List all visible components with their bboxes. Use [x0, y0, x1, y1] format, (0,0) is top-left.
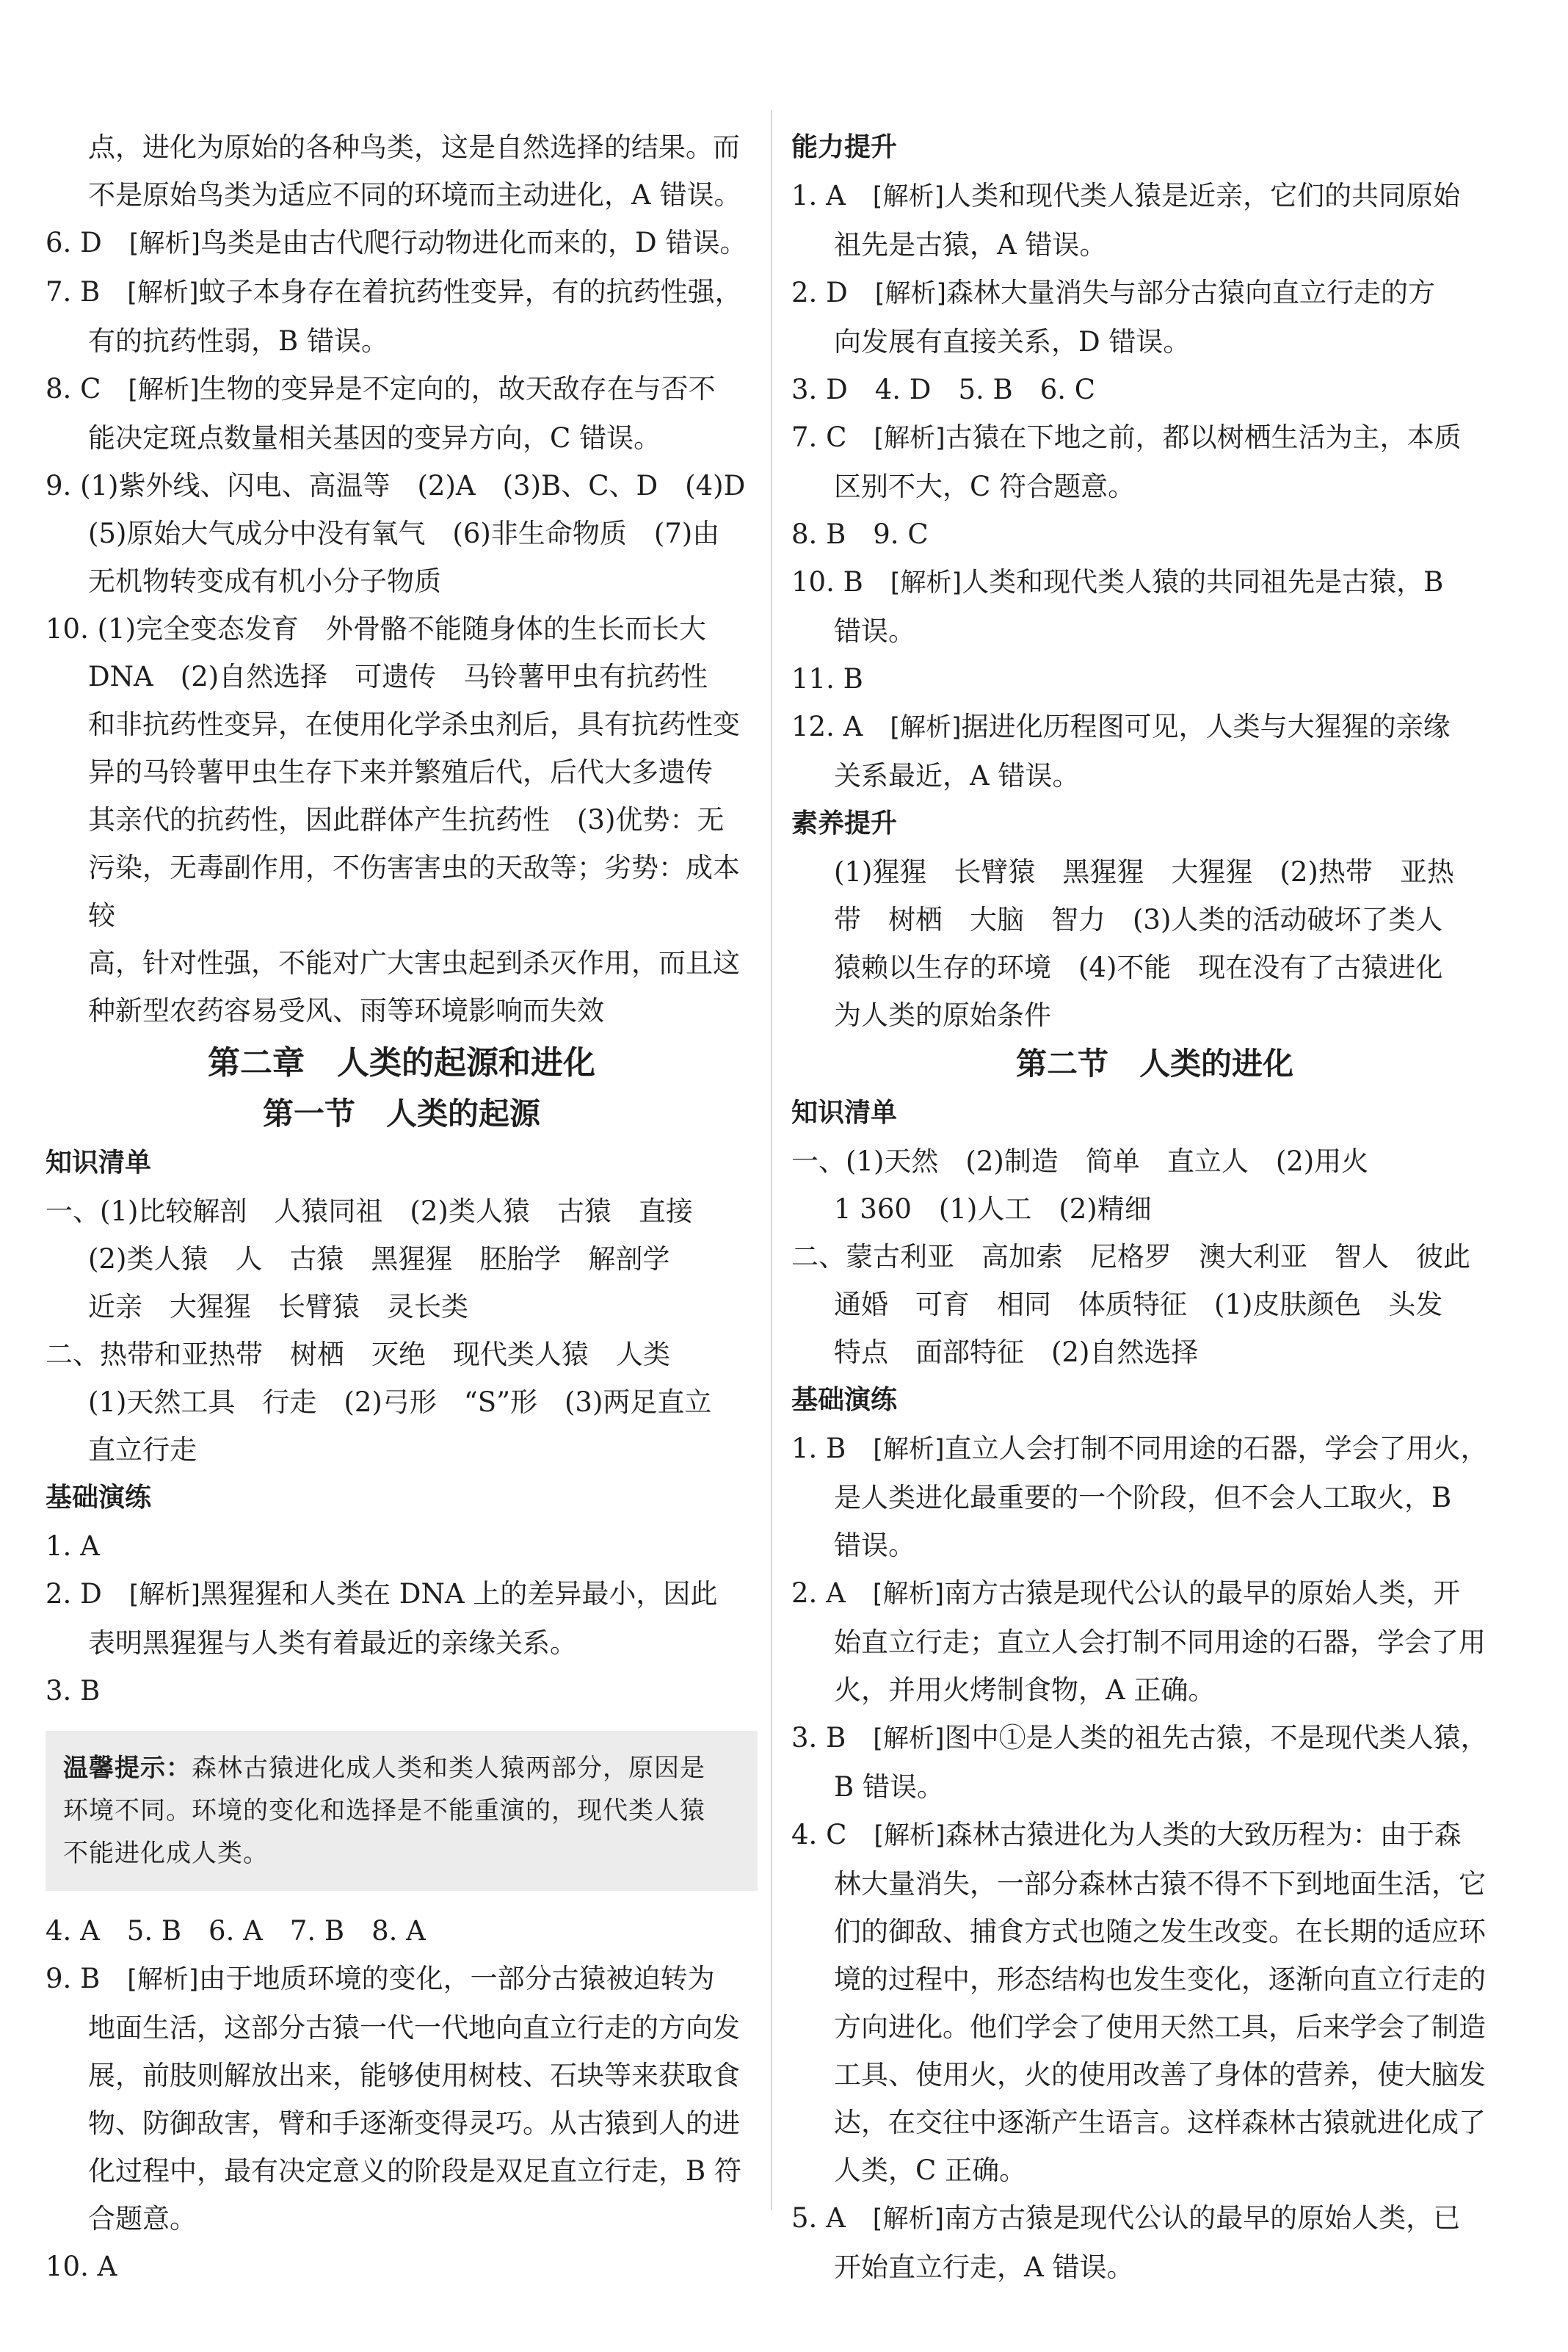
text-line: 工具、使用火，火的使用改善了身体的营养，使大脑发 — [834, 2059, 1486, 2091]
answer-item: 一、(1)比较解剖 人猿同祖 (2)类人猿 古猿 直接 — [46, 1195, 693, 1227]
answer-item: 1. A [解析]人类和现代类人猿是近亲，它们的共同原始 — [791, 180, 1461, 211]
text-line: 化过程中，最有决定意义的阶段是双足直立行走，B 符 — [88, 2155, 741, 2187]
analysis-tag: [解析] — [872, 182, 945, 211]
text-line: 开始直立行走，A 错误。 — [834, 2251, 1134, 2283]
analysis-tag: [解析] — [127, 278, 199, 308]
subsection-heading: 知识清单 — [46, 1148, 152, 1178]
subsection-heading: 能力提升 — [791, 132, 898, 162]
text-line: B 错误。 — [834, 1771, 944, 1803]
tip-text: 森林古猿进化成人类和类人猿两部分，原因是环境不同。环境的变化和选择是不能重演的，现代类人猿不能进化成人类。 — [63, 1754, 705, 1868]
text-line: 污染，无毒副作用，不伤害害虫的天敌等；劣势：成本较 — [88, 852, 740, 931]
text-line: 猿赖以生存的环境 (4)不能 现在没有了古猿进化 — [834, 952, 1443, 983]
chapter-title: 第二章 人类的起源和进化 — [208, 1044, 595, 1082]
analysis-tag: [解析] — [873, 1435, 945, 1464]
subsection-heading: 知识清单 — [791, 1098, 898, 1128]
answer-item: 8. B 9. C — [791, 518, 929, 550]
answer-item: 3. B [解析]图中①是人类的祖先古猿，不是现代类人猿， — [791, 1722, 1488, 1754]
analysis-tag: [解析] — [890, 568, 962, 598]
answer-item: 2. A [解析]南方古猿是现代公认的最早的原始人类，开 — [791, 1577, 1461, 1609]
text-line: 表明黑猩猩与人类有着最近的亲缘关系。 — [88, 1627, 577, 1659]
answer-item: 10. B [解析]人类和现代类人猿的共同祖先是古猿，B — [791, 566, 1444, 598]
section-title: 第一节 人类的起源 — [262, 1096, 540, 1132]
answer-item: 二、热带和亚热带 树栖 灭绝 现代类人猿 人类 — [46, 1339, 670, 1370]
text-line: 人类，C 正确。 — [834, 2154, 1027, 2186]
text-line: (5)原始大气成分中没有氧气 (6)非生命物质 (7)由 — [88, 518, 720, 549]
text-line: 物、防御敌害，臂和手逐渐变得灵巧。从古猿到人的进 — [88, 2107, 740, 2139]
text-line: 通婚 可育 相同 体质特征 (1)皮肤颜色 头发 — [834, 1289, 1443, 1320]
text-line: 种新型农药容易受风、雨等环境影响而失效 — [88, 995, 604, 1027]
text-line: 高，针对性强，不能对广大害虫起到杀灭作用，而且这 — [88, 947, 740, 979]
analysis-tag: [解析] — [872, 1580, 945, 1609]
analysis-tag: [解析] — [890, 713, 962, 742]
text-line: 能决定斑点数量相关基因的变异方向，C 错误。 — [88, 422, 661, 454]
answer-item: 9. B [解析]由于地质环境的变化，一部分古猿被迫转为 — [46, 1963, 715, 1994]
column-divider — [771, 110, 772, 2210]
text-line: 地面生活，这部分古猿一代一代地向直立行走的方向发 — [88, 2012, 740, 2044]
answer-item: 7. C [解析]古猿在下地之前，都以树栖生活为主，本质 — [791, 421, 1462, 453]
text-line: 区别不大，C 符合题意。 — [834, 471, 1136, 502]
text-line: 方向进化。他们学会了使用天然工具，后来学会了制造 — [834, 2011, 1486, 2043]
text-line: (1)天然工具 行走 (2)弓形 “S”形 (3)两足直立 — [88, 1386, 712, 1418]
text-line: 合题意。 — [88, 2203, 197, 2235]
answer-item: 7. B [解析]蚊子本身存在着抗药性变异，有的抗药性强， — [46, 276, 742, 308]
answer-item: 10. A — [46, 2251, 117, 2282]
text-line: 们的御敌、捕食方式也随之发生改变。在长期的适应环 — [834, 1916, 1486, 1947]
text-line: 祖先是古猿，A 错误。 — [834, 229, 1107, 261]
answer-item: 二、蒙古利亚 高加索 尼格罗 澳大利亚 智人 彼此 — [791, 1241, 1470, 1273]
text-line: 达，在交往中逐渐产生语言。这样森林古猿就进化成了 — [834, 2107, 1486, 2138]
text-line: 有的抗药性弱，B 错误。 — [88, 325, 388, 357]
text-line: 境的过程中，形态结构也发生变化，逐渐向直立行走的 — [834, 1964, 1486, 1995]
text-line: 1 360 (1)人工 (2)精细 — [834, 1193, 1152, 1225]
text-line: 向发展有直接关系，D 错误。 — [834, 326, 1191, 358]
text-line: 带 树栖 大脑 智力 (3)人类的活动破坏了类人 — [834, 904, 1443, 936]
text-line: 特点 面部特征 (2)自然选择 — [834, 1336, 1199, 1368]
analysis-tag: [解析] — [127, 1965, 199, 1994]
section-title: 第二节 人类的进化 — [1015, 1046, 1293, 1082]
text-line: 异的马铃薯甲虫生存下来并繁殖后代，后代大多遗传 — [88, 756, 713, 788]
answer-item: 9. (1)紫外线、闪电、高温等 (2)A (3)B、C、D (4)D — [46, 470, 746, 502]
text-line: 错误。 — [834, 1530, 915, 1561]
answer-item: 8. C [解析]生物的变异是不定向的，故天敌存在与否不 — [46, 373, 716, 405]
analysis-tag: [解析] — [873, 1724, 945, 1754]
left-column — [46, 123, 758, 2290]
answer-item: 2. D [解析]黑猩猩和人类在 DNA 上的差异最小，因此 — [46, 1578, 718, 1610]
text-line: 展，前肢则解放出来，能够使用树枝、石块等来获取食 — [88, 2060, 740, 2091]
tip-box — [46, 1731, 758, 1891]
text-line: (1)猩猩 长臂猿 黑猩猩 大猩猩 (2)热带 亚热 — [834, 856, 1454, 888]
subsection-heading: 基础演练 — [46, 1483, 152, 1513]
answer-item: 10. (1)完全变态发育 外骨骼不能随身体的生长而长大 — [46, 613, 707, 645]
text-line: 近亲 大猩猩 长臂猿 灵长类 — [88, 1291, 468, 1322]
analysis-tag: [解析] — [128, 375, 200, 405]
analysis-tag: [解析] — [874, 424, 945, 453]
text-line: 直立行走 — [88, 1434, 197, 1466]
text-line: DNA (2)自然选择 可遗传 马铃薯甲虫有抗药性 — [88, 661, 708, 692]
text-line: 为人类的原始条件 — [834, 999, 1051, 1031]
right-column — [791, 123, 1518, 2291]
answer-item: 1. B [解析]直立人会打制不同用途的石器，学会了用火， — [791, 1433, 1488, 1464]
text-line: (2)类人猿 人 古猿 黑猩猩 胚胎学 解剖学 — [88, 1243, 670, 1275]
analysis-tag: [解析] — [128, 229, 201, 258]
answer-item: 一、(1)天然 (2)制造 简单 直立人 (2)用火 — [791, 1146, 1369, 1177]
answer-item: 3. D 4. D 5. B 6. C — [791, 374, 1096, 405]
text-line: 不是原始鸟类为适应不同的环境而主动进化，A 错误。 — [88, 179, 741, 211]
text-line: 错误。 — [834, 615, 915, 647]
analysis-tag: [解析] — [872, 2204, 945, 2234]
text-line: 无机物转变成有机小分子物质 — [88, 565, 441, 597]
analysis-tag: [解析] — [128, 1580, 201, 1610]
answer-item: 4. C [解析]森林古猿进化为人类的大致历程为：由于森 — [791, 1819, 1462, 1850]
text-line: 火，并用火烤制食物，A 正确。 — [834, 1674, 1216, 1706]
answer-item: 3. B — [46, 1675, 101, 1707]
subsection-heading: 素养提升 — [791, 808, 898, 839]
answer-item: 5. A [解析]南方古猿是现代公认的最早的原始人类，已 — [791, 2202, 1461, 2234]
answer-item: 2. D [解析]森林大量消失与部分古猿向直立行走的方 — [791, 277, 1436, 308]
answer-item: 11. B — [791, 663, 863, 695]
tip-label: 温馨提示： — [63, 1754, 192, 1783]
answer-item: 6. D [解析]鸟类是由古代爬行动物进化而来的，D 错误。 — [46, 227, 747, 258]
analysis-tag: [解析] — [874, 1821, 945, 1850]
text-line: 点，进化为原始的各种鸟类，这是自然选择的结果。而 — [88, 131, 740, 163]
text-line: 和非抗药性变异，在使用化学杀虫剂后，具有抗药性变 — [88, 709, 740, 740]
text-line: 其亲代的抗药性，因此群体产生抗药性 (3)优势：无 — [88, 804, 725, 836]
answer-item: 4. A 5. B 6. A 7. B 8. A — [46, 1915, 426, 1947]
answer-item: 12. A [解析]据进化历程图可见，人类与大猩猩的亲缘 — [791, 711, 1451, 742]
text-line: 林大量消失，一部分森林古猿不得不下到地面生活，它 — [834, 1868, 1486, 1900]
text-line: 关系最近，A 错误。 — [834, 760, 1080, 792]
answer-item: 1. A — [46, 1530, 100, 1562]
analysis-tag: [解析] — [874, 279, 947, 308]
text-line: 始直立行走；直立人会打制不同用途的石器，学会了用 — [834, 1627, 1486, 1658]
text-line: 是人类进化最重要的一个阶段，但不会人工取火，B — [834, 1482, 1452, 1513]
subsection-heading: 基础演练 — [791, 1385, 898, 1415]
